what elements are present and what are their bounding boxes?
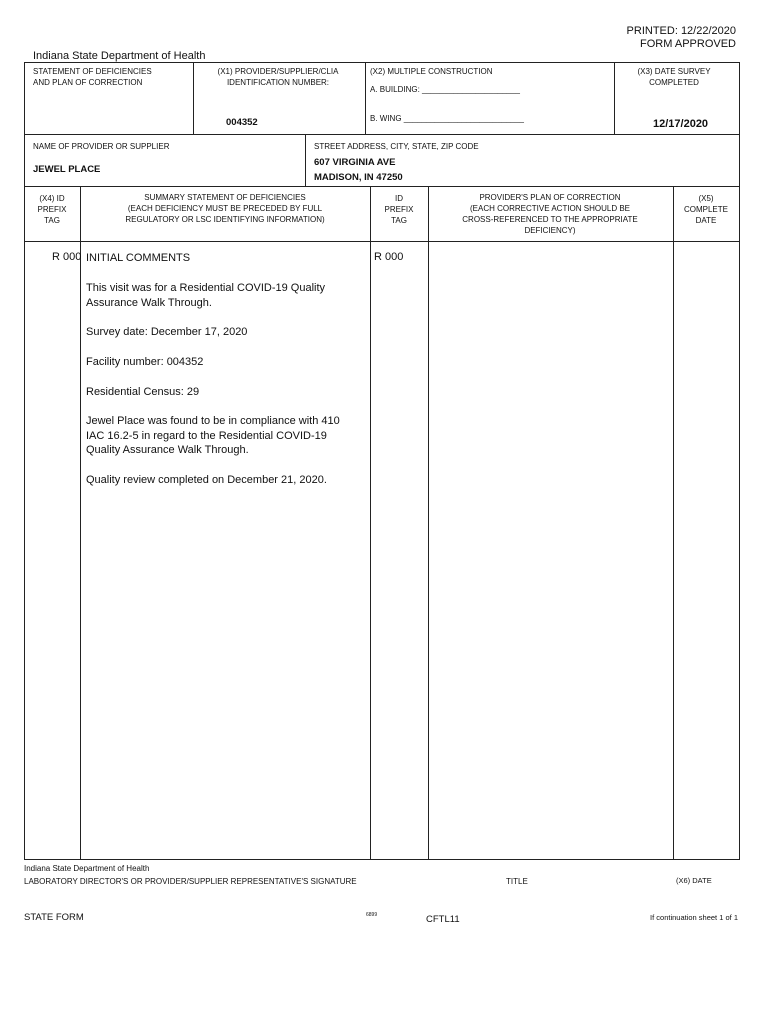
prefix-tag-left: R 000 — [52, 251, 82, 263]
event-id: CFTL11 — [426, 914, 460, 925]
x2-label: (X2) MULTIPLE CONSTRUCTION — [370, 67, 493, 76]
provider-name: JEWEL PLACE — [33, 164, 101, 175]
x3-label: (X3) DATE SURVEY COMPLETED — [637, 67, 711, 87]
x6-date-label: (X6) DATE — [676, 876, 712, 885]
state-form-label: STATE FORM — [24, 912, 84, 923]
agency-name: Indiana State Department of Health — [33, 50, 206, 62]
building-label: A. BUILDING: ______________________ — [370, 85, 520, 94]
comment-paragraph: Jewel Place was found to be in compliance with 410 IAC 16.2-5 in regard to the Residential COVID-19 Quality Assurance Walk Through. — [86, 415, 340, 456]
footer-agency: Indiana State Department of Health — [24, 864, 150, 873]
comment-paragraph: Survey date: December 17, 2020 — [86, 326, 248, 338]
summary-header: SUMMARY STATEMENT OF DEFICIENCIES (EACH DEFICIENCY MUST BE PRECEDED BY FULL REGULATORY OR LSC IDENTIFYING INFORMATION) — [125, 193, 325, 224]
x4-header: (X4) ID PREFIX TAG — [37, 194, 67, 225]
statement-label: STATEMENT OF DEFICIENCIES AND PLAN OF CORRECTION — [33, 67, 152, 87]
comment-paragraph: Residential Census: 29 — [86, 386, 200, 398]
x5-header: (X5) COMPLETE DATE — [683, 194, 728, 225]
id-header: ID PREFIX TAG — [384, 194, 414, 225]
title-label: TITLE — [506, 877, 528, 886]
x1-label: (X1) PROVIDER/SUPPLIER/CLIA IDENTIFICATION NUMBER: — [217, 67, 339, 87]
comment-paragraph: This visit was for a Residential COVID-19 Quality Assurance Walk Through. — [86, 282, 326, 309]
form-approved: FORM APPROVED — [640, 38, 736, 50]
x3-value: 12/17/2020 — [653, 118, 709, 130]
address-line2: MADISON, IN 47250 — [314, 172, 403, 183]
x1-value: 004352 — [226, 117, 258, 128]
address-label: STREET ADDRESS, CITY, STATE, ZIP CODE — [314, 142, 479, 151]
comment-paragraph: Quality review completed on December 21, 2020. — [86, 474, 327, 486]
comment-paragraph: Facility number: 004352 — [86, 356, 204, 368]
comments-heading: INITIAL COMMENTS — [86, 252, 191, 264]
printed-date: PRINTED: 12/22/2020 — [626, 25, 736, 37]
signature-label: LABORATORY DIRECTOR'S OR PROVIDER/SUPPLIER REPRESENTATIVE'S SIGNATURE — [24, 877, 357, 886]
form-code: 6899 — [366, 912, 378, 918]
provider-name-label: NAME OF PROVIDER OR SUPPLIER — [33, 142, 170, 151]
continuation-sheet: If continuation sheet 1 of 1 — [650, 913, 738, 922]
plan-header: PROVIDER'S PLAN OF CORRECTION (EACH CORRECTIVE ACTION SHOULD BE CROSS-REFERENCED TO THE APPROPRIATE DEFICIENCY) — [462, 193, 638, 235]
address-line1: 607 VIRGINIA AVE — [314, 157, 396, 168]
prefix-tag-right: R 000 — [374, 251, 404, 263]
wing-label: B. WING ___________________________ — [370, 114, 524, 123]
